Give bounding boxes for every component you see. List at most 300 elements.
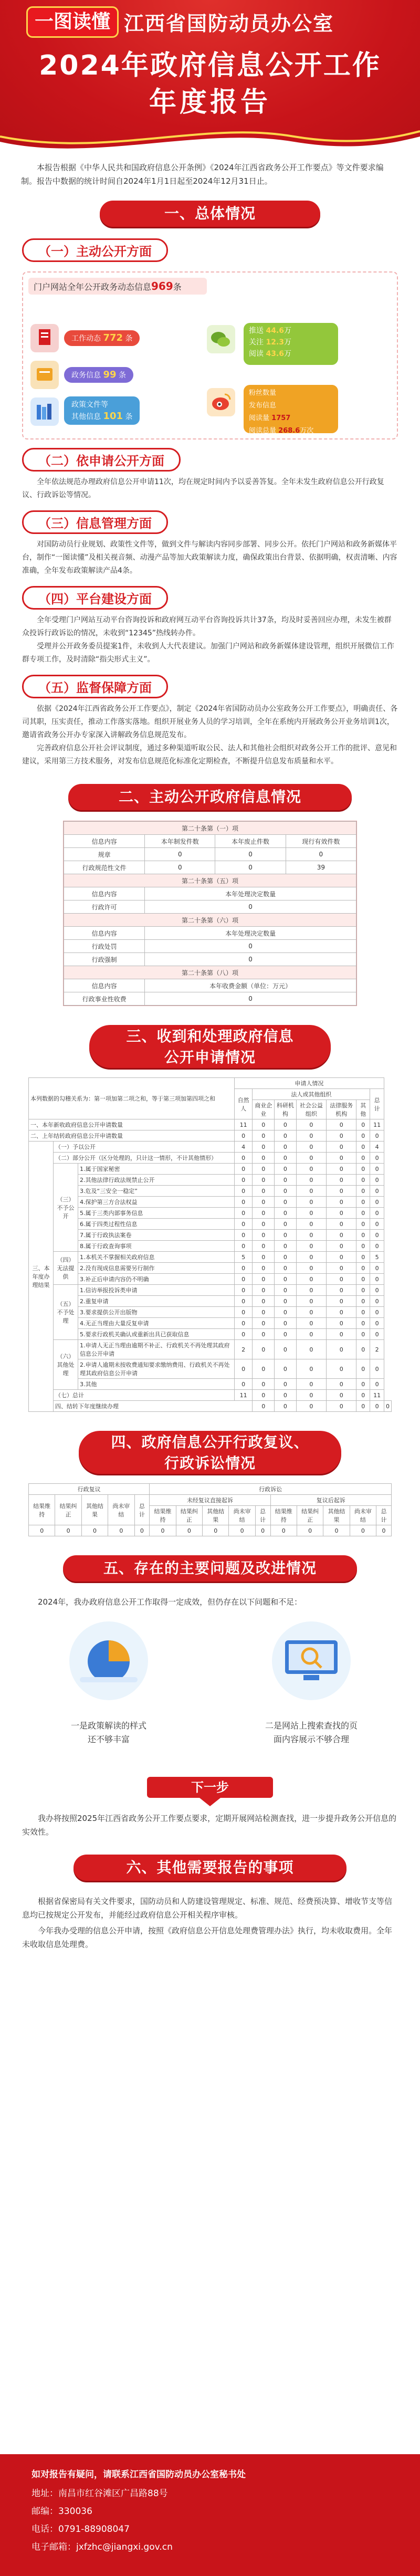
ribbon-label: 一图读懂 [26, 6, 119, 38]
table-row [29, 1241, 392, 1252]
row-value: 0 [234, 1241, 253, 1252]
row-value: 11 [234, 1119, 253, 1130]
row-value: 0 [275, 1390, 297, 1401]
intro-paragraph: 本报告根据《中华人民共和国政府信息公开条例》《2024年江西省政务公开工作要点》等文件要求编制。报告中数据的统计时间自2024年1月1日起至2024年12月31日止。 [21, 163, 384, 186]
row-value: 0 [275, 1307, 297, 1318]
row-label: 1.属于国家秘密 [78, 1164, 235, 1175]
row-value: 0 [253, 1285, 275, 1296]
table-row [29, 1307, 392, 1318]
sub4-paragraph-2: 受理并公开政务委员提案1件，未收到人大代表建议。加强门户网站和政务新媒体建设管理，组织开展微信工作群专项工作，及时清除“指尖形式主义”。 [22, 642, 394, 664]
t3-head: 本年处理决定数量 [145, 927, 356, 940]
row-value: 0 [296, 1142, 326, 1153]
row-value: 0 [327, 1401, 356, 1412]
row-value: 0 [356, 1329, 370, 1340]
row-value: 0 [327, 1296, 356, 1307]
row-value: 0 [275, 1208, 297, 1219]
row-label: 一、本年新收政府信息公开申请数量 [29, 1119, 235, 1130]
section1-title: 一、总体情况 [164, 205, 256, 222]
table-row [29, 1318, 392, 1329]
row-value: 5 [234, 1252, 253, 1263]
table-row [29, 1186, 392, 1197]
row-value: 0 [253, 1318, 275, 1329]
sub1-heading: （一）主动公开方面 [22, 238, 168, 262]
row-value: 0 [296, 1390, 326, 1401]
col-lit-sub: 其他结果 [203, 1506, 229, 1525]
col-review-sub: 其他结果 [81, 1495, 108, 1525]
row-value: 0 [150, 1525, 176, 1536]
row-value: 0 [253, 1208, 275, 1219]
weibo-icon [207, 388, 235, 416]
col-lit-sub: 结果维持 [150, 1506, 176, 1525]
row-value: 0 [255, 1525, 270, 1536]
t1-head: 本年废止件数 [215, 835, 286, 848]
row-value: 0 [275, 1197, 297, 1208]
section4-title: 四、政府信息公开行政复议、 行政诉讼情况 [111, 1433, 309, 1472]
row-value: 0 [327, 1164, 356, 1175]
row-value: 0 [327, 1208, 356, 1219]
col-review-sub: 总计 [134, 1495, 150, 1525]
row-value: 0 [134, 1525, 150, 1536]
wechat-icon [207, 325, 235, 353]
row-value: 0 [370, 1318, 384, 1329]
row-value: 0 [253, 1329, 275, 1340]
row-value: 0 [296, 1164, 326, 1175]
table-row [29, 1359, 392, 1379]
row-value: 0 [327, 1230, 356, 1241]
group-label: 三、本年度办理结果 [29, 1142, 54, 1412]
row-value: 0 [234, 1164, 253, 1175]
row-value: 0 [296, 1318, 326, 1329]
col-review-sub: 结果纠正 [55, 1495, 81, 1525]
row-value: 0 [370, 1401, 384, 1412]
row-value: 0 [370, 1164, 384, 1175]
row-value: 0 [327, 1285, 356, 1296]
row-value: 0 [370, 1285, 384, 1296]
row-value: 0 [370, 1241, 384, 1252]
row-value: 0 [356, 1142, 370, 1153]
row-value: 0 [275, 1401, 297, 1412]
row-value: 0 [296, 1379, 326, 1390]
portal-stat: 门户网站全年公开政务动态信息969条 [28, 278, 207, 295]
sub2-heading: （二）依申请公开方面 [22, 448, 181, 472]
table-row [29, 1142, 392, 1153]
row-value: 0 [356, 1130, 370, 1142]
row-label: 5.属于三类内部事务信息 [78, 1208, 235, 1219]
section5-title: 五、存在的主要问题及改进情况 [103, 1559, 317, 1577]
table-row [29, 1329, 392, 1340]
table-corner: 本列数据的勾稽关系为：第一项加第二项之和，等于第三项加第四项之和 [29, 1078, 235, 1119]
row-value: 0 [234, 1186, 253, 1197]
table-row [29, 1379, 392, 1390]
row-value: 0 [296, 1208, 326, 1219]
row-value: 0 [327, 1130, 356, 1142]
row-value: 0 [234, 1130, 253, 1142]
section2-title: 二、主动公开政府信息情况 [118, 788, 301, 805]
next-step-label: 下一步 [147, 1777, 273, 1798]
col-sub: 法律服务机构 [327, 1100, 356, 1119]
document-icon [30, 324, 59, 352]
row-value: 0 [253, 1340, 275, 1359]
col-review: 行政复议 [29, 1484, 150, 1495]
row-value: 0 [370, 1307, 384, 1318]
row-value: 0 [327, 1186, 356, 1197]
review-litigation-table-wrap [28, 1483, 392, 1536]
row-value: 11 [234, 1390, 253, 1401]
stats-panel [22, 271, 398, 439]
row-value: 0 [253, 1263, 275, 1274]
row-value: 0 [275, 1219, 297, 1230]
row-value: 0 [203, 1525, 229, 1536]
row-value: 0 [275, 1274, 297, 1285]
notice-stat: 政务信息 99 条 [64, 367, 133, 383]
footer-address: 地址：南昌市红谷滩区广昌路88号 [32, 2488, 168, 2499]
row-value: 0 [327, 1241, 356, 1252]
group-label: （五）不予处理 [54, 1285, 78, 1340]
t1-cell: 行政规范性文件 [64, 861, 145, 874]
row-value: 0 [356, 1274, 370, 1285]
row-value: 0 [253, 1230, 275, 1241]
row-value: 0 [275, 1329, 297, 1340]
col-lit-sub: 总计 [376, 1506, 392, 1525]
row-value: 11 [370, 1390, 384, 1401]
next-step-text: 我办将按照2025年江西省政务公开工作要点要求，定期开展网站检测查找，进一步提升政务公开信息的实效性。 [22, 1814, 397, 1837]
t2-cell: 0 [145, 900, 356, 914]
t1-head: 现行有效件数 [286, 835, 356, 848]
row-value: 0 [370, 1379, 384, 1390]
row-value: 0 [253, 1219, 275, 1230]
col-lit-after: 复议后起诉 [270, 1495, 391, 1506]
section4-banner [63, 1428, 357, 1477]
row-value: 0 [275, 1241, 297, 1252]
monitor-search-icon [277, 1630, 345, 1693]
row-value: 0 [296, 1340, 326, 1359]
table-row [29, 1285, 392, 1296]
row-value: 0 [234, 1175, 253, 1186]
row-value: 0 [327, 1175, 356, 1186]
problems-row [22, 1614, 398, 1766]
t1-cell: 0 [286, 848, 356, 861]
row-value: 0 [275, 1142, 297, 1153]
row-value: 0 [356, 1164, 370, 1175]
row-value: 0 [356, 1208, 370, 1219]
row-value: 0 [253, 1241, 275, 1252]
row-label: 2.没有现成信息需要另行制作 [78, 1263, 235, 1274]
row-value: 0 [275, 1130, 297, 1142]
row-value: 0 [356, 1175, 370, 1186]
t3-caption: 第二十条第（六）项 [64, 914, 356, 927]
row-value: 0 [350, 1525, 376, 1536]
t4-caption: 第二十条第（八）项 [64, 966, 356, 979]
problem-2-text: 二是网站上搜索查找的页 面内容展示不够合理 [265, 1721, 358, 1744]
col-sub: 其他 [356, 1100, 370, 1119]
row-value: 0 [356, 1153, 370, 1164]
t1-cell: 0 [145, 861, 215, 874]
t4-cell: 行政事业性收费 [64, 992, 145, 1006]
table-row [29, 1390, 392, 1401]
footer-phone: 电话：0791-88908047 [32, 2524, 130, 2535]
row-value: 0 [356, 1285, 370, 1296]
table-row [29, 1119, 392, 1130]
row-label: 3.其他 [78, 1379, 235, 1390]
row-value: 0 [275, 1252, 297, 1263]
row-value: 0 [370, 1219, 384, 1230]
table-row [29, 1340, 392, 1359]
other-matters-p1: 根据省保密局有关文件要求，国防动员和人防建设管理规定、标准、规范、经费预决算、增收节支等信息均已按规定公开发布，并能经过政府信息公开相关程序审核。 [22, 1897, 393, 1920]
row-value: 0 [296, 1119, 326, 1130]
row-value: 0 [253, 1390, 275, 1401]
row-value: 0 [327, 1390, 356, 1401]
table-row [29, 1164, 392, 1175]
section3-title: 三、收到和处理政府信息 公开申请情况 [126, 1028, 294, 1066]
sub4-heading: （四）平台建设方面 [22, 586, 168, 610]
sub5-paragraph-2: 完善政府信息公开社会评议制度，通过多种渠道听取公民、法人和其他社会组织对政务公开工作的批评、意见和建议，采用第三方技术服务，对发布信息规范化标准化定期检查，不断提升信息发布质量和水平。 [22, 744, 397, 766]
row-value: 0 [323, 1525, 350, 1536]
row-value: 0 [229, 1525, 255, 1536]
t1-head: 本年制发件数 [145, 835, 215, 848]
row-value: 0 [234, 1153, 253, 1164]
t1-caption: 第二十条第（一）项 [64, 822, 356, 835]
row-value: 0 [356, 1263, 370, 1274]
active-disclosure-tables [63, 821, 357, 1006]
row-value: 0 [234, 1219, 253, 1230]
section2-banner [52, 781, 368, 813]
table-row [29, 1175, 392, 1186]
problem-card-1 [22, 1614, 195, 1766]
row-label: 二、上年结转政府信息公开申请数量 [29, 1130, 235, 1142]
row-value: 0 [253, 1164, 275, 1175]
row-value: 0 [234, 1263, 253, 1274]
row-value: 5 [370, 1252, 384, 1263]
row-value: 0 [234, 1285, 253, 1296]
row-value: 0 [275, 1175, 297, 1186]
row-value: 0 [234, 1208, 253, 1219]
footer-line-1: 如对报告有疑问，请联系江西省国防动员办公室秘书处 [32, 2469, 246, 2480]
col-natural: 自然人 [234, 1089, 253, 1119]
weibo-stats-card: 粉丝数量 发布信息 阅读量 1757 阅读总量 268.6万次 [244, 385, 338, 433]
row-value: 11 [370, 1119, 384, 1130]
row-value: 0 [275, 1153, 297, 1164]
row-value: 0 [81, 1525, 108, 1536]
row-value: 0 [108, 1525, 134, 1536]
col-legal: 法人或其他组织 [253, 1089, 370, 1100]
row-value: 0 [296, 1241, 326, 1252]
report-header [0, 0, 420, 168]
t1-cell: 规章 [64, 848, 145, 861]
problem-1-text: 一是政策解读的样式 还不够丰富 [70, 1721, 146, 1744]
row-value: 0 [327, 1142, 356, 1153]
col-sub: 商业企业 [253, 1100, 275, 1119]
row-label: 1.本机关不掌握相关政府信息 [78, 1252, 235, 1263]
t1-head: 信息内容 [64, 835, 145, 848]
row-label: 2.申请人逾期未按收费通知要求缴纳费用、行政机关不再处理其政府信息公开申请 [78, 1359, 235, 1379]
row-value: 0 [327, 1119, 356, 1130]
row-value: 0 [234, 1329, 253, 1340]
row-value: 0 [253, 1359, 275, 1379]
row-value: 0 [234, 1359, 253, 1379]
t3-cell: 0 [145, 940, 356, 953]
table-row [29, 1274, 392, 1285]
sub3-paragraph: 对国防动员行业规划、政策性文件等，做到文件与解读内容同步部署、同步公开。依托门户网站和政务新媒体平台，制作“一图读懂”及相关视音频、动漫产品等加大政策解读力度，确保政策出台背景、依据明确，权责清晰、内容准确，全年发布政策解读产品4条。 [22, 540, 397, 575]
row-value: 0 [296, 1219, 326, 1230]
row-value: 0 [297, 1525, 323, 1536]
policy-stat: 政策文件等 其他信息 101 条 [64, 396, 140, 425]
row-value: 0 [296, 1130, 326, 1142]
row-value: 0 [370, 1208, 384, 1219]
row-label: 6.属于四类过程性信息 [78, 1219, 235, 1230]
row-label: 4.无正当理由大量反复申请 [78, 1318, 235, 1329]
row-value: 0 [356, 1379, 370, 1390]
row-value: 0 [327, 1359, 356, 1379]
row-label: 4.保护第三方合法权益 [78, 1197, 235, 1208]
row-value: 0 [253, 1175, 275, 1186]
section3-banner [74, 1022, 346, 1071]
t3-head: 信息内容 [64, 927, 145, 940]
col-lit-sub: 结果纠正 [297, 1506, 323, 1525]
row-value: 0 [356, 1359, 370, 1379]
row-value: 0 [234, 1379, 253, 1390]
table-row [29, 1263, 392, 1274]
col-review-sub: 结果维持 [29, 1495, 55, 1525]
t1-cell: 0 [145, 848, 215, 861]
col-lit-sub: 结果纠正 [176, 1506, 202, 1525]
row-label: （一）予以公开 [54, 1142, 235, 1153]
row-value: 0 [270, 1525, 297, 1536]
row-value: 0 [253, 1142, 275, 1153]
row-value: 0 [370, 1175, 384, 1186]
row-value: 0 [296, 1296, 326, 1307]
section6-title: 六、其他需要报告的事项 [126, 1859, 294, 1876]
row-value: 0 [296, 1274, 326, 1285]
row-value: 0 [370, 1329, 384, 1340]
row-value: 0 [327, 1340, 356, 1359]
row-value: 0 [327, 1197, 356, 1208]
row-value: 0 [253, 1307, 275, 1318]
row-value: 0 [296, 1401, 326, 1412]
row-value: 0 [275, 1164, 297, 1175]
row-value: 0 [275, 1379, 297, 1390]
news-icon [30, 361, 59, 389]
col-sub: 社会公益组织 [296, 1100, 326, 1119]
row-value: 0 [253, 1379, 275, 1390]
row-value: 0 [253, 1119, 275, 1130]
sub2-paragraph: 全年依法规范办理政府信息公开申请11次，均在规定时间内予以妥善答复。全年未发生政府信息公开行政复议、行政诉讼等情况。 [22, 478, 384, 499]
row-value: 0 [356, 1197, 370, 1208]
table-row [29, 1208, 392, 1219]
t3-cell: 行政处罚 [64, 940, 145, 953]
row-value: 0 [253, 1252, 275, 1263]
row-value: 0 [253, 1153, 275, 1164]
row-value: 0 [296, 1285, 326, 1296]
t2-cell: 行政许可 [64, 900, 145, 914]
table-row [29, 1252, 392, 1263]
table-row [29, 1153, 392, 1164]
row-value: 0 [253, 1274, 275, 1285]
row-value: 0 [384, 1401, 391, 1412]
row-value: 0 [370, 1186, 384, 1197]
row-value: 0 [327, 1318, 356, 1329]
footer-email: 电子邮箱：jxfzhc@jiangxi.gov.cn [32, 2542, 173, 2552]
row-value: 0 [296, 1329, 326, 1340]
col-lit-sub: 尚未审结 [350, 1506, 376, 1525]
t4-head: 本年收费金额（单位：万元） [145, 979, 356, 992]
t2-head: 信息内容 [64, 887, 145, 900]
row-value: 0 [253, 1130, 275, 1142]
col-sub: 科研机构 [275, 1100, 297, 1119]
col-lit-direct: 未经复议直接起诉 [150, 1495, 270, 1506]
row-value: 0 [234, 1274, 253, 1285]
row-value: 0 [356, 1390, 370, 1401]
row-value: 0 [296, 1230, 326, 1241]
row-value: 0 [176, 1525, 202, 1536]
row-value: 0 [296, 1252, 326, 1263]
row-value: 0 [370, 1263, 384, 1274]
t2-caption: 第二十条第（五）项 [64, 874, 356, 887]
col-lit-sub: 结果维持 [270, 1506, 297, 1525]
col-litigation: 行政诉讼 [150, 1484, 392, 1495]
row-value: 0 [253, 1401, 275, 1412]
row-value: 2 [370, 1340, 384, 1359]
application-table [28, 1077, 392, 1412]
t3-cell: 0 [145, 953, 356, 966]
work-stat: 工作动态 772 条 [64, 330, 140, 346]
row-value: 0 [327, 1263, 356, 1274]
t1-cell: 39 [286, 861, 356, 874]
row-label: 2.重复申请 [78, 1296, 235, 1307]
col-lit-sub: 其他结果 [323, 1506, 350, 1525]
row-value: 0 [356, 1401, 370, 1412]
review-litigation-table [28, 1483, 392, 1536]
col-review-sub: 尚未审结 [108, 1495, 134, 1525]
row-value: 0 [327, 1219, 356, 1230]
group-label: （三）不予公开 [54, 1164, 78, 1252]
books-icon [30, 397, 59, 426]
row-value: 0 [327, 1153, 356, 1164]
row-value: 0 [275, 1285, 297, 1296]
organization-name: 江西省国防动员办公室 [124, 12, 334, 35]
table-row [29, 1401, 392, 1412]
row-label: （七）总计 [54, 1390, 235, 1401]
t4-cell: 0 [145, 992, 356, 1006]
report-title-line2: 年度报告 [149, 87, 271, 118]
row-value: 0 [327, 1379, 356, 1390]
application-table-wrap [28, 1077, 392, 1412]
row-label: 3.危及“三安全一稳定” [78, 1186, 235, 1197]
problems-intro: 2024年，我办政府信息公开工作取得一定成效，但仍存在以下问题和不足： [38, 1597, 302, 1607]
row-value: 0 [296, 1307, 326, 1318]
col-lit-sub: 尚未审结 [229, 1506, 255, 1525]
row-label: 5.要求行政机关确认或重新出具已获取信息 [78, 1329, 235, 1340]
row-value: 0 [370, 1130, 384, 1142]
row-value: 0 [356, 1241, 370, 1252]
row-value: 0 [356, 1119, 370, 1130]
row-value: 0 [296, 1175, 326, 1186]
row-value: 0 [296, 1197, 326, 1208]
table-row [29, 1219, 392, 1230]
row-value: 0 [253, 1197, 275, 1208]
row-value: 0 [356, 1340, 370, 1359]
row-value: 0 [296, 1359, 326, 1379]
table-row [29, 1230, 392, 1241]
row-value: 0 [275, 1230, 297, 1241]
row-value: 4 [234, 1142, 253, 1153]
pie-chart-icon [75, 1630, 143, 1693]
sub5-paragraph: 依据《2024年江西省政务公开工作要点》，制定《2024年省国防动员办公室政务公开工作要点》，明确责任、各司其职，压实责任，推动工作落实落地。组织开展业务人员的学习培训，全年在系统内开展政务公开业务培训1次，邀请省政务公开办专家深入讲解政务信息规范发布。 [22, 705, 398, 739]
row-label: 8.属于行政查询事项 [78, 1241, 235, 1252]
row-value: 0 [356, 1307, 370, 1318]
row-value: 0 [29, 1525, 55, 1536]
report-title-line1: 2024年政府信息公开工作 [39, 50, 381, 81]
row-value: 0 [234, 1296, 253, 1307]
